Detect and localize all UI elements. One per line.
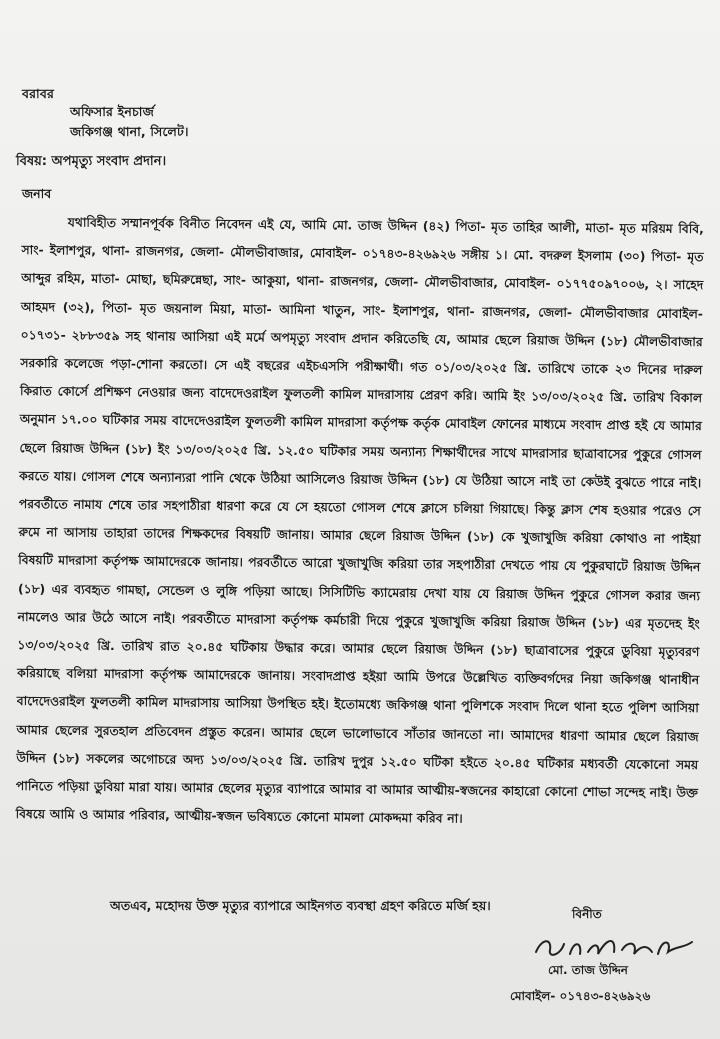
recipient-title: অফিসার ইনচার্জ — [70, 104, 154, 119]
handwritten-signature — [530, 930, 700, 964]
closing-line: অতএব, মহোদয় উক্ত মৃত্যুর ব্যাপারে আইনগত ব্যবস্থা গ্রহণ করিতে মর্জি হয়। — [110, 898, 491, 913]
sign-off-label: বিনীত — [572, 907, 602, 921]
signer-phone: মোবাইল- ০১৭৪৩-৪২৬৯২৬ — [510, 989, 651, 1003]
salutation: জনাব — [22, 186, 52, 201]
subject-line: বিষয়: অপমৃত্যু সংবাদ প্রদান। — [16, 154, 167, 169]
letter-body — [15, 186, 704, 828]
to-label: বরাবর — [22, 86, 55, 101]
recipient-station: জকিগঞ্জ থানা, সিলেট। — [70, 124, 189, 139]
body-paragraph: যথাবিহীত সম্মানপূর্বক বিনীত নিবেদন এই যে, আমি মো. তাজ উদ্দিন (৪২) পিতা- মৃত তাহির আলী, মাতা- মৃত মরিয়ম বিবি, সাং- ইলাশপুর, থানা- রাজনগর, জেলা- মৌলভীবাজার, মোবাইল- ০১৭৪৩-৪২৬৯২৬ সঙ্গীয় ১। মো. বদরুল ইসলাম (৩০) পিতা- মৃত আব্দুর রহিম, মাতা- মোছা, ছমিরুন্নেছা, সাং- আকুয়া, থানা- রাজনগর, জেলা- মৌলভীবাজার, মোবাইল- ০১৭৭৫০৯৭০০৬, ২। সাহেদ আহমদ (৩২), পিতা- মৃত জয়নাল মিয়া, মাতা- আমিনা খাতুন, সাং- ইলাশপুর, থানা- রাজনগর, জেলা- মৌলভীবাজার মোবাইল- ০১৭৩১- ২৮৮৩৫৯ সহ থানায় আসিয়া এই মর্মে অপমৃত্যু সংবাদ প্রদান করিতেছি যে, আমার ছেলে রিয়াজ উদ্দিন (১৮) মৌলভীবাজার সরকারি কলেজে পড়া-শোনা করতো। সে এই বছরের এইচএসসি পরীক্ষার্থী। গত ০১/০৩/২০২৫ খ্রি. তারিখে তাকে ২৩ দিনের দারুল কিরাত কোর্সে প্রশিক্ষণ নেওয়ার জন্য বাদেদেওরাইল ফুলতলী কামিল মাদরাসায় প্রেরণ করি। আমি ইং ১৩/০৩/২০২৫ খ্রি. তারিখ বিকাল অনুমান ১৭.০০ ঘটিকার সময় বাদেদেওরাইল ফুলতলী কামিল মাদরাসা কর্তৃপক্ষ কর্তৃক মোবাইল ফোনের মাধ্যমে সংবাদ প্রাপ্ত হই যে আমার ছেলে রিয়াজ উদ্দিন (১৮) ইং ১৩/০৩/২০২৫ খ্রি. ১২.৫০ ঘটিকার সময় অন্যান্য শিক্ষার্থীদের সাথে মাদরাসার ছাত্রাবাসের পুকুরে গোসল করতে যায়। গোসল শেষে অন্যান্যরা পানি থেকে উঠিয়া আসিলেও রিয়াজ উদ্দিন (১৮) যে উঠিয়া আসে নাই তা কেউই বুঝতে পারে নাই। পরবর্তীতে নামায শেষে তার সহপাঠীরা ধারণা করে যে সে হয়তো গোসল শেষে ক্লাসে চলিয়া গিয়াছে। কিন্তু ক্লাস শেষ হওয়ার পরেও সে রুমে না আসায় তাহারা তাদের শিক্ষকদের বিষয়টি জানায়। আমার ছেলে রিয়াজ উদ্দিন (১৮) কে খুজাখুজি করিয়া কোথাও না পাইয়া বিষয়টি মাদরাসা কর্তৃপক্ষ আমাদেরকে জানায়। পরবর্তীতে আরো খুজাখুজি করিয়া তার সহপাঠীরা দেখতে পায় যে পুকুরঘাটে রিয়াজ উদ্দিন (১৮) এর ব্যবহৃত গামছা, সেন্ডেল ও লুঙ্গি পড়িয়া আছে। সিসিটিভি ক্যামেরায় দেখা যায় যে রিয়াজ উদ্দিন পুকুরে গোসল করার জন্য নামলেও আর উঠে আসে নাই। পরবর্তীতে মাদরাসা কর্তৃপক্ষ কর্মচারী দিয়ে পুকুরে খুজাখুজি করিয়া রিয়াজ উদ্দিন (১৮) এর মৃতদেহ ইং ১৩/০৩/২০২৫ খ্রি. তারিখ রাত ২০.৪৫ ঘটিকায় উদ্ধার করে। আমার ছেলে রিয়াজ উদ্দিন (১৮) ছাত্রাবাসের পুকুরে ডুবিয়া মৃত্যুবরণ করিয়াছে বলিয়া মাদরাসা কর্তৃপক্ষ আমাদেরকে জানায়। সংবাদপ্রাপ্ত হইয়া আমি উপরে উল্লেখিত ব্যক্তিবর্গদের নিয়া জকিগঞ্জ থানাধীন বাদেদেওরাইল ফুলতলী কামিল মাদরাসায় আসিয়া উপস্থিত হই। ইতোমধ্যে জকিগঞ্জ থানা পুলিশকে সংবাদ দিলে থানা হতে পুলিশ আসিয়া আমার ছেলের সুরতহাল প্রতিবেদন প্রস্তুত করেন। আমার ছেলে ভালোভাবে সাঁতার জানতো না। আমাদের ধারণা আমার ছেলে রিয়াজ উদ্দিন (১৮) সকলের অগোচরে অদ্য ১৩/০৩/২০২৫ খ্রি. তারিখ দুপুর ১২.৫০ ঘটিকা হইতে ২০.৪৫ ঘটিকার মধ্যবর্তী যেকোনো সময় পানিতে পড়িয়া ডুবিয়া মারা যায়। আমার ছেলের মৃত্যুর ব্যাপারে আমার বা আমার আত্মীয়-স্বজনের কাহারো কোনো শোভা সন্দেহ নাই। উক্ত বিষয়ে আমি ও আমার পরিবার, আত্মীয়-স্বজন ভবিষ্যতে কোনো মামলা মোকদ্দমা করিব না। — [15, 215, 704, 826]
signer-name: মো. তাজ উদ্দিন — [548, 963, 628, 977]
